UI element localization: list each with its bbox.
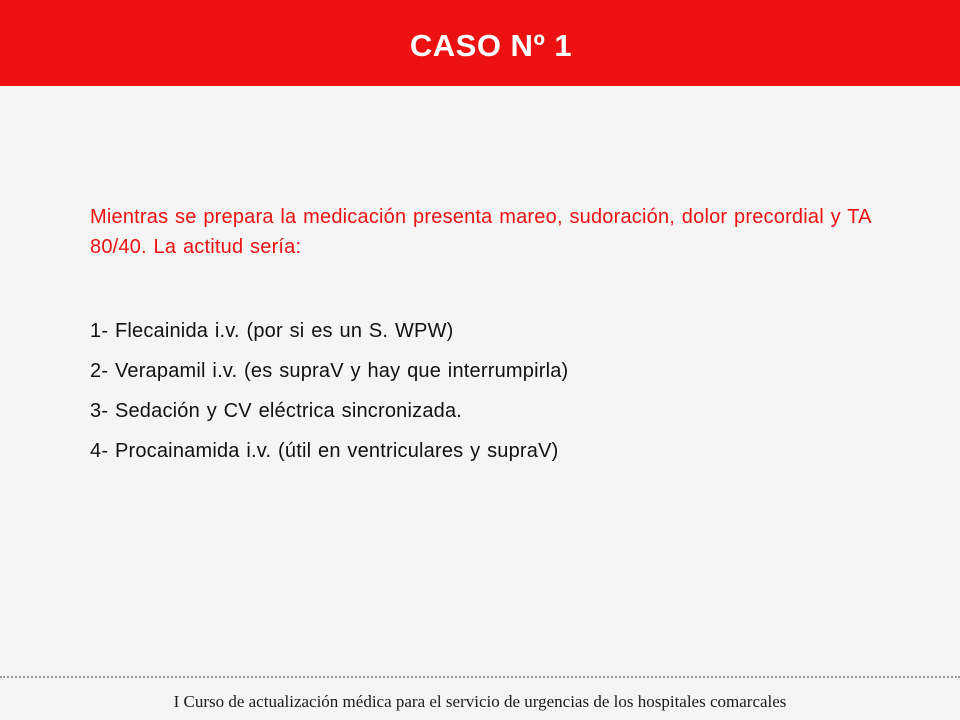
footer-divider [0, 676, 960, 678]
footer-text: I Curso de actualización médica para el servicio de urgencias de los hospitales comarcales [173, 692, 787, 711]
answer-options-list [90, 316, 568, 476]
title-bar [0, 0, 960, 86]
slide-title: CASO Nº 1 [409, 28, 573, 63]
answer-option-4: 4- Procainamida i.v. (útil en ventriculares y supraV) [90, 440, 559, 462]
answer-option-3: 3- Sedación y CV eléctrica sincronizada. [90, 400, 463, 422]
question-intro: Mientras se prepara la medicación presenta mareo, sudoración, dolor precordial y TA 80/40. La actitud sería: [90, 206, 871, 258]
answer-option-1: 1- Flecainida i.v. (por si es un S. WPW) [90, 320, 454, 342]
answer-option-2: 2- Verapamil i.v. (es supraV y hay que interrumpirla) [90, 360, 569, 382]
